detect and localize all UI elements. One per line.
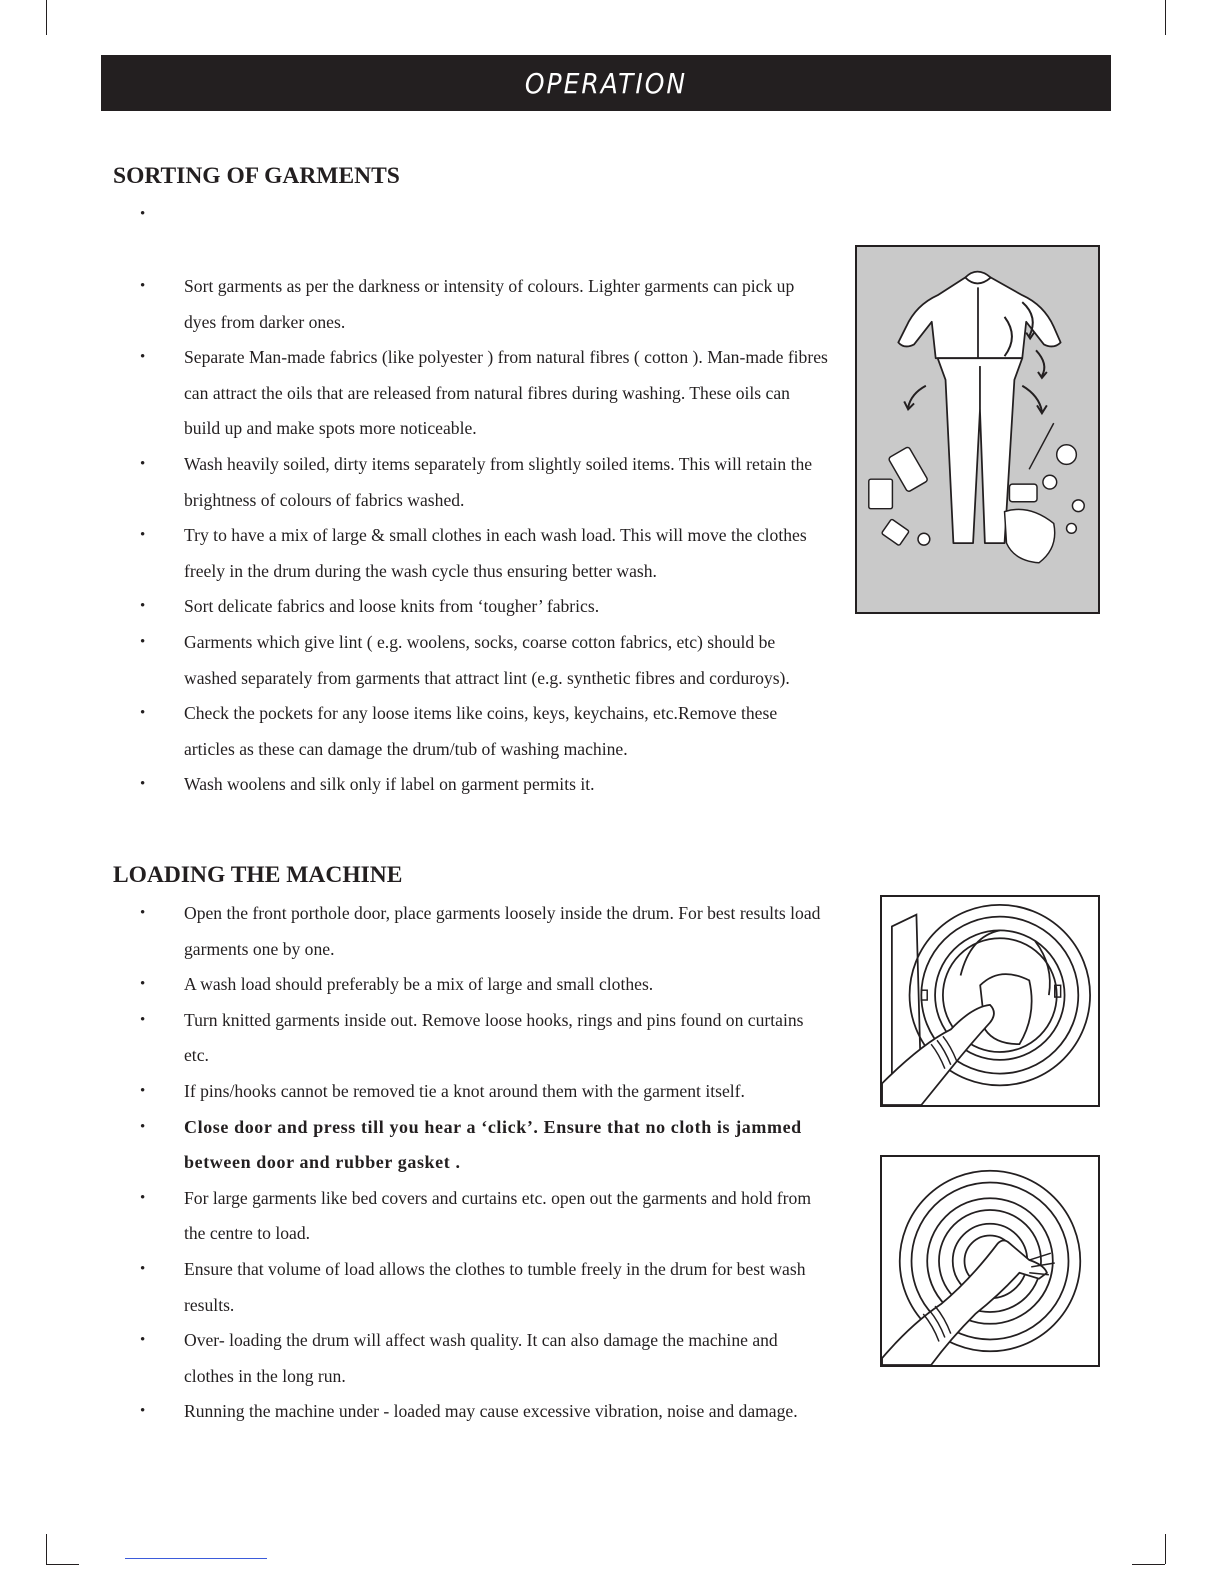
- sorting-list: [140, 197, 830, 803]
- closing-door-illustration: [880, 1155, 1100, 1367]
- list-item: [140, 1181, 830, 1252]
- crop-mark-top-left-v: [46, 0, 47, 35]
- sorting-item-text: Wash heavily soiled, dirty items separately from slightly soiled items. This will retain the brightness of colours of fabrics washed.: [184, 453, 813, 510]
- bullet-icon: •: [140, 905, 146, 921]
- banner-title: OPERATION: [524, 66, 688, 100]
- bullet-icon: •: [140, 278, 146, 294]
- list-item: [140, 447, 830, 518]
- list-item: [140, 967, 830, 1003]
- sorting-item-text: Separate Man-made fabrics (like polyester ) from natural fibres ( cotton ). Man-made fibres can attract the oils that are released from natural fibres during washing. These oils can build up and make spots more noticeable.: [184, 347, 828, 439]
- loading-item-text: A wash load should preferably be a mix of large and small clothes.: [184, 974, 654, 995]
- crop-mark-bottom-left-h: [46, 1564, 79, 1565]
- sorting-item-text: Wash woolens and silk only if label on garment permits it.: [184, 774, 595, 795]
- bullet-icon: •: [140, 1118, 146, 1135]
- loading-item-text: For large garments like bed covers and curtains etc. open out the garments and hold from the centre to load.: [184, 1187, 812, 1244]
- loading-item-text: Over- loading the drum will affect wash quality. It can also damage the machine and clothes in the long run.: [184, 1330, 778, 1386]
- list-item: [140, 1003, 830, 1074]
- list-item: [140, 1252, 830, 1323]
- bullet-icon: •: [140, 633, 146, 650]
- bullet-icon: •: [140, 1332, 146, 1349]
- loading-heading: LOADING THE MACHINE: [113, 862, 403, 888]
- list-item: [140, 589, 830, 625]
- bullet-icon: •: [140, 1082, 146, 1099]
- bullet-icon: •: [140, 206, 146, 222]
- list-item: [140, 625, 830, 696]
- list-item: [140, 1110, 830, 1181]
- bullet-icon: •: [140, 1189, 146, 1206]
- list-item: [140, 767, 830, 803]
- garments-drawing: [857, 247, 1098, 612]
- list-item: [140, 1074, 830, 1110]
- bullet-icon: •: [140, 349, 146, 366]
- bullet-icon: •: [140, 705, 146, 722]
- crop-mark-bottom-right-h: [1132, 1564, 1165, 1565]
- section-banner: [101, 55, 1111, 111]
- crop-mark-top-right-v: [1165, 0, 1166, 35]
- bullet-icon: •: [140, 1260, 146, 1277]
- loading-item-text-bold: Close door and press till you hear a ‘click’. Ensure that no cloth is jammed between door and rubber gasket .: [184, 1116, 802, 1173]
- bullet-icon: •: [140, 776, 146, 793]
- loading-list: [140, 896, 830, 1430]
- list-item: [140, 197, 830, 269]
- loading-drum-drawing: [882, 897, 1098, 1105]
- sorting-item-text: Sort garments as per the darkness or intensity of colours. Lighter garments can pick up dyes from darker ones.: [184, 276, 795, 332]
- sorting-item-text: Sort delicate fabrics and loose knits from ‘tougher’ fabrics.: [184, 596, 600, 617]
- sorting-item-text: Garments which give lint ( e.g. woolens, socks, coarse cotton fabrics, etc) should be washed separately from garments that attract lint (e.g. synthetic fibres and corduroys).: [184, 631, 790, 688]
- crop-mark-bottom-right-v: [1165, 1534, 1166, 1564]
- bullet-icon: •: [140, 598, 146, 615]
- bullet-icon: •: [140, 527, 146, 544]
- loading-drum-illustration: [880, 895, 1100, 1107]
- sorting-item-text: Check the pockets for any loose items like coins, keys, keychains, etc.Remove these articles as these can damage the drum/tub of washing machine.: [184, 703, 778, 759]
- bullet-icon: •: [140, 1011, 146, 1028]
- sorting-heading: SORTING OF GARMENTS: [113, 163, 400, 189]
- list-item: [140, 340, 830, 447]
- loading-item-text: If pins/hooks cannot be removed tie a knot around them with the garment itself.: [184, 1080, 745, 1101]
- list-item: [140, 896, 830, 967]
- bullet-icon: •: [140, 1403, 146, 1420]
- loading-item-text: Open the front porthole door, place garments loosely inside the drum. For best results load garments one by one.: [184, 903, 821, 959]
- list-item: [140, 1394, 830, 1430]
- list-item: [140, 269, 830, 340]
- closing-door-drawing: [882, 1157, 1098, 1365]
- bullet-icon: •: [140, 976, 146, 993]
- footer-rule: [125, 1558, 267, 1559]
- bullet-icon: •: [140, 455, 146, 472]
- crop-mark-bottom-left-v: [46, 1534, 47, 1564]
- list-item: [140, 1323, 830, 1394]
- list-item: [140, 696, 830, 767]
- sorting-item-text: Try to have a mix of large & small clothes in each wash load. This will move the clothes freely in the drum during the wash cycle thus ensuring better wash.: [184, 525, 807, 581]
- loading-item-text: Running the machine under - loaded may cause excessive vibration, noise and damage.: [184, 1401, 798, 1422]
- loading-item-text: Ensure that volume of load allows the clothes to tumble freely in the drum for best wash results.: [184, 1258, 806, 1315]
- loading-item-text: Turn knitted garments inside out. Remove loose hooks, rings and pins found on curtains etc.: [184, 1009, 804, 1066]
- list-item: [140, 518, 830, 589]
- garments-illustration: [855, 245, 1100, 614]
